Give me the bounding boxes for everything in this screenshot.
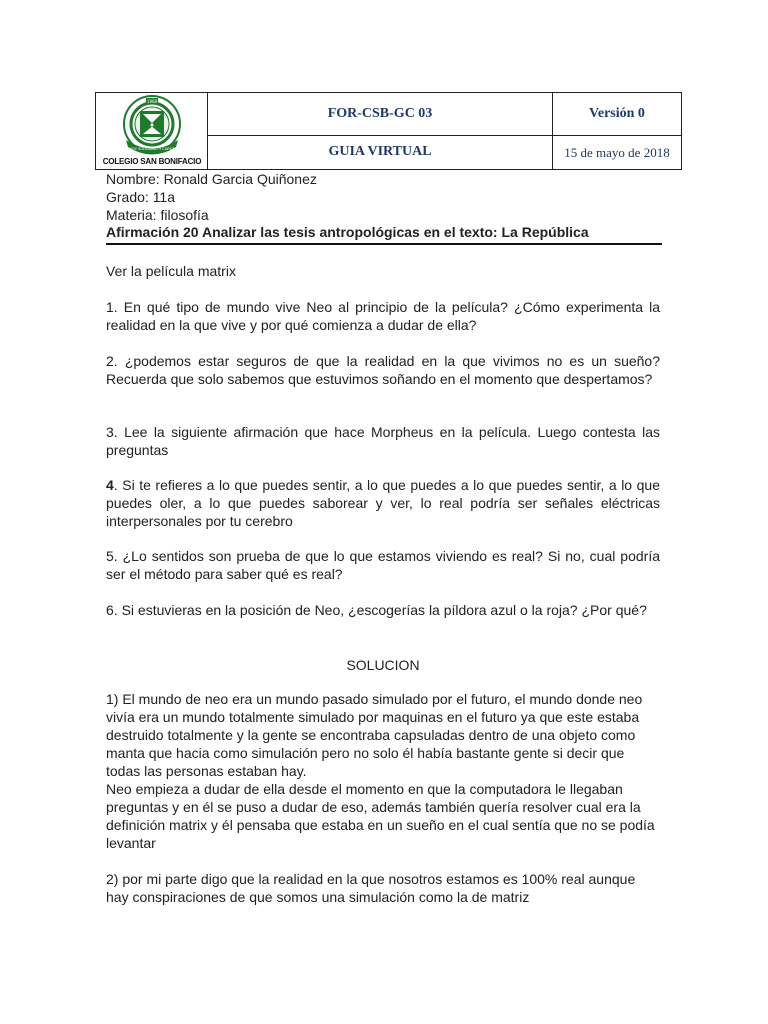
question-4: [106, 476, 660, 530]
answer-1: 1) El mundo de neo era un mundo pasado simulado por el futuro, el mundo donde neo vivía era un mundo totalmente simulado por maquinas en el futuro ya que este estaba destruido totalmente y la gente se encontraba capsuladas dentro de una objeto como manta que hacia como simulación pero no solo él había bastante gente si decir que todas las personas estaban hay.: [106, 691, 643, 779]
guide-cell: [208, 136, 553, 169]
question-6: 6. Si estuvieras en la posición de Neo, ¿escogerías la píldora azul o la roja? ¿Por qué?: [106, 602, 647, 618]
school-logo: [110, 95, 194, 157]
question-3: 3. Lee la siguiente afirmación que hace Morpheus en la película. Luego contesta las preguntas: [106, 424, 660, 458]
guide-title: GUIA VIRTUAL: [328, 144, 432, 159]
student-name: Nombre: Ronald Garcia Quiñonez: [106, 171, 317, 187]
answer-2: 2) por mi parte digo que la realidad en la que nosotros estamos es 100% real aunque hay conspiraciones de que somos una simulación como la de matriz: [106, 871, 636, 905]
logo-cell: [96, 93, 208, 169]
question-4-number: 4: [106, 477, 114, 493]
document-code-cell: [208, 93, 553, 136]
school-name: COLEGIO SAN BONIFACIO: [102, 157, 202, 166]
affirmation-heading: Afirmación 20 Analizar las tesis antropológicas en el texto: La República: [106, 223, 662, 245]
intro-text: Ver la película matrix: [106, 263, 236, 279]
student-subject: Materia: filosofía: [106, 207, 209, 223]
svg-text:SOY SOLIDARIO Y CAPAZ: SOY SOLIDARIO Y CAPAZ: [129, 147, 175, 151]
document-version: Versión 0: [589, 106, 645, 121]
question-5: 5. ¿Lo sentidos son prueba de que lo que estamos viviendo es real? Si no, cual podría ser el método para saber qué es real?: [106, 548, 660, 582]
document-date: 15 de mayo de 2018: [564, 145, 670, 160]
answer-1-continued: Neo empieza a dudar de ella desde el momento en que la computadora le llegaban preguntas y en él se puso a dudar de eso, además también quería resolver cual era la definición matrix y él pensaba que estaba en un sueño en el cual sentía que no se podía levantar: [106, 781, 655, 851]
student-grade: Grado: 11a: [106, 189, 176, 205]
document-code: FOR-CSB-GC 03: [327, 106, 433, 121]
date-cell: [553, 136, 681, 169]
version-cell: [553, 93, 681, 136]
question-2: 2. ¿podemos estar seguros de que la realidad en la que vivimos no es un sueño? Recuerda que solo sabemos que estuvimos soñando en el momento que despertamos?: [106, 353, 660, 387]
document-header-table: [95, 92, 682, 170]
question-1: 1. En qué tipo de mundo vive Neo al principio de la película? ¿Cómo experimenta la realidad en la que vive y por qué comienza a dudar de ella?: [106, 299, 660, 333]
svg-text:1968: 1968: [146, 99, 158, 104]
question-4-text: . Si te refieres a lo que puedes sentir, a lo que puedes a lo que puedes sentir, a lo que puedes oler, a lo que puedes saborear y ver, lo real podría ser señales eléctricas interpersonales por tu cerebro: [106, 477, 660, 529]
solution-title: SOLUCION: [346, 657, 420, 673]
